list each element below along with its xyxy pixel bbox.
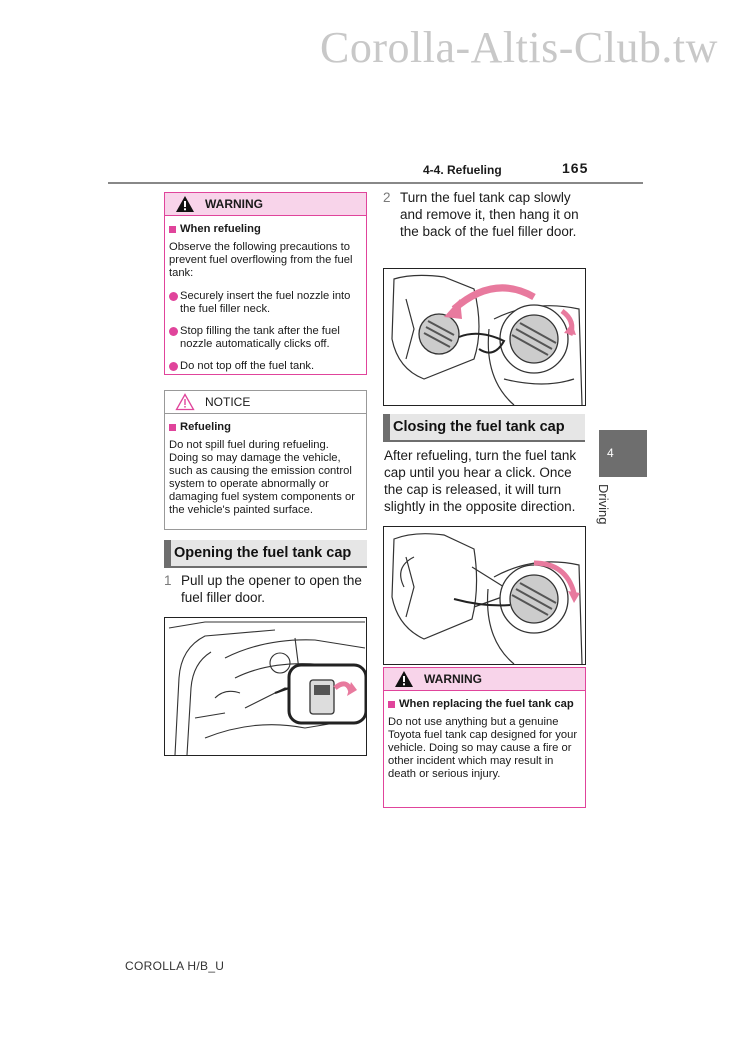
notice-body <box>165 414 366 517</box>
figure-remove-fuel-cap <box>383 268 586 406</box>
warning-triangle-icon <box>394 670 414 688</box>
warning-body <box>384 691 585 781</box>
step-2 <box>383 189 583 240</box>
bullet-dot-icon <box>169 327 178 336</box>
step-text: Turn the fuel tank cap slowly and remove it, then hang it on the back of the fuel filler door. <box>400 190 579 239</box>
watermark: Corolla-Altis-Club.tw <box>320 23 718 72</box>
figure-close-fuel-cap <box>383 526 586 665</box>
footer-model-code: COROLLA H/B_U <box>125 959 225 973</box>
section-heading-opening: Opening the fuel tank cap <box>164 540 367 568</box>
bullet-dot-icon <box>169 362 178 371</box>
warning-header <box>384 668 585 691</box>
pink-square-icon <box>169 226 176 233</box>
warning-text: Do not use anything but a genuine Toyota fuel tank cap designed for your vehicle. Doing so may cause a fire or other incident which may result in death or serious injury. <box>388 716 578 780</box>
pink-square-icon <box>169 424 176 431</box>
notice-box-refueling <box>164 390 367 530</box>
warning-body <box>165 216 366 373</box>
bullet-item: Do not top off the fuel tank. <box>169 360 360 373</box>
remove-fuel-cap-illustration <box>384 269 585 405</box>
section-heading-closing: Closing the fuel tank cap <box>383 414 585 442</box>
step-number: 2 <box>383 190 391 205</box>
notice-subheading: Refueling <box>169 421 360 434</box>
warning-header <box>165 193 366 216</box>
notice-header <box>165 391 366 414</box>
warning-box-refueling <box>164 192 367 375</box>
warning-intro: Observe the following precautions to prevent fuel overflowing from the fuel tank: <box>169 241 353 279</box>
notice-triangle-icon <box>175 393 195 411</box>
warning-title: WARNING <box>205 197 263 211</box>
step-number: 1 <box>164 573 172 588</box>
warning-bullet-list <box>169 290 360 373</box>
page-number: 165 <box>562 160 589 176</box>
close-fuel-cap-illustration <box>384 527 585 664</box>
notice-title: NOTICE <box>205 395 251 409</box>
step-1 <box>164 572 367 606</box>
pink-square-icon <box>388 701 395 708</box>
warning-subheading: When replacing the fuel tank cap <box>388 698 579 711</box>
closing-text: After refueling, turn the fuel tank cap until you hear a click. Once the cap is released, it will turn slightly in the opposite direction. <box>384 448 577 514</box>
chapter-tab: 4 <box>599 430 647 477</box>
notice-text: Do not spill fuel during refueling. Doing so may damage the vehicle, such as causing the emission control system to operate abnormally or damaging fuel system components or the vehicle's painted surface. <box>169 439 355 516</box>
header-rule <box>108 182 643 184</box>
chapter-label: Driving <box>596 484 611 525</box>
warning-triangle-icon <box>175 195 195 213</box>
step-text: Pull up the opener to open the fuel filler door. <box>181 573 362 605</box>
fuel-door-opener-illustration <box>165 618 366 755</box>
section-title: 4-4. Refueling <box>423 163 502 177</box>
warning-title: WARNING <box>424 672 482 686</box>
figure-fuel-door-opener <box>164 617 367 756</box>
bullet-item: Securely insert the fuel nozzle into the fuel filler neck. <box>169 290 360 316</box>
warning-box-replacing-cap <box>383 667 586 808</box>
bullet-dot-icon <box>169 292 178 301</box>
bullet-item: Stop filling the tank after the fuel nozzle automatically clicks off. <box>169 325 360 351</box>
warning-subheading: When refueling <box>169 223 360 236</box>
